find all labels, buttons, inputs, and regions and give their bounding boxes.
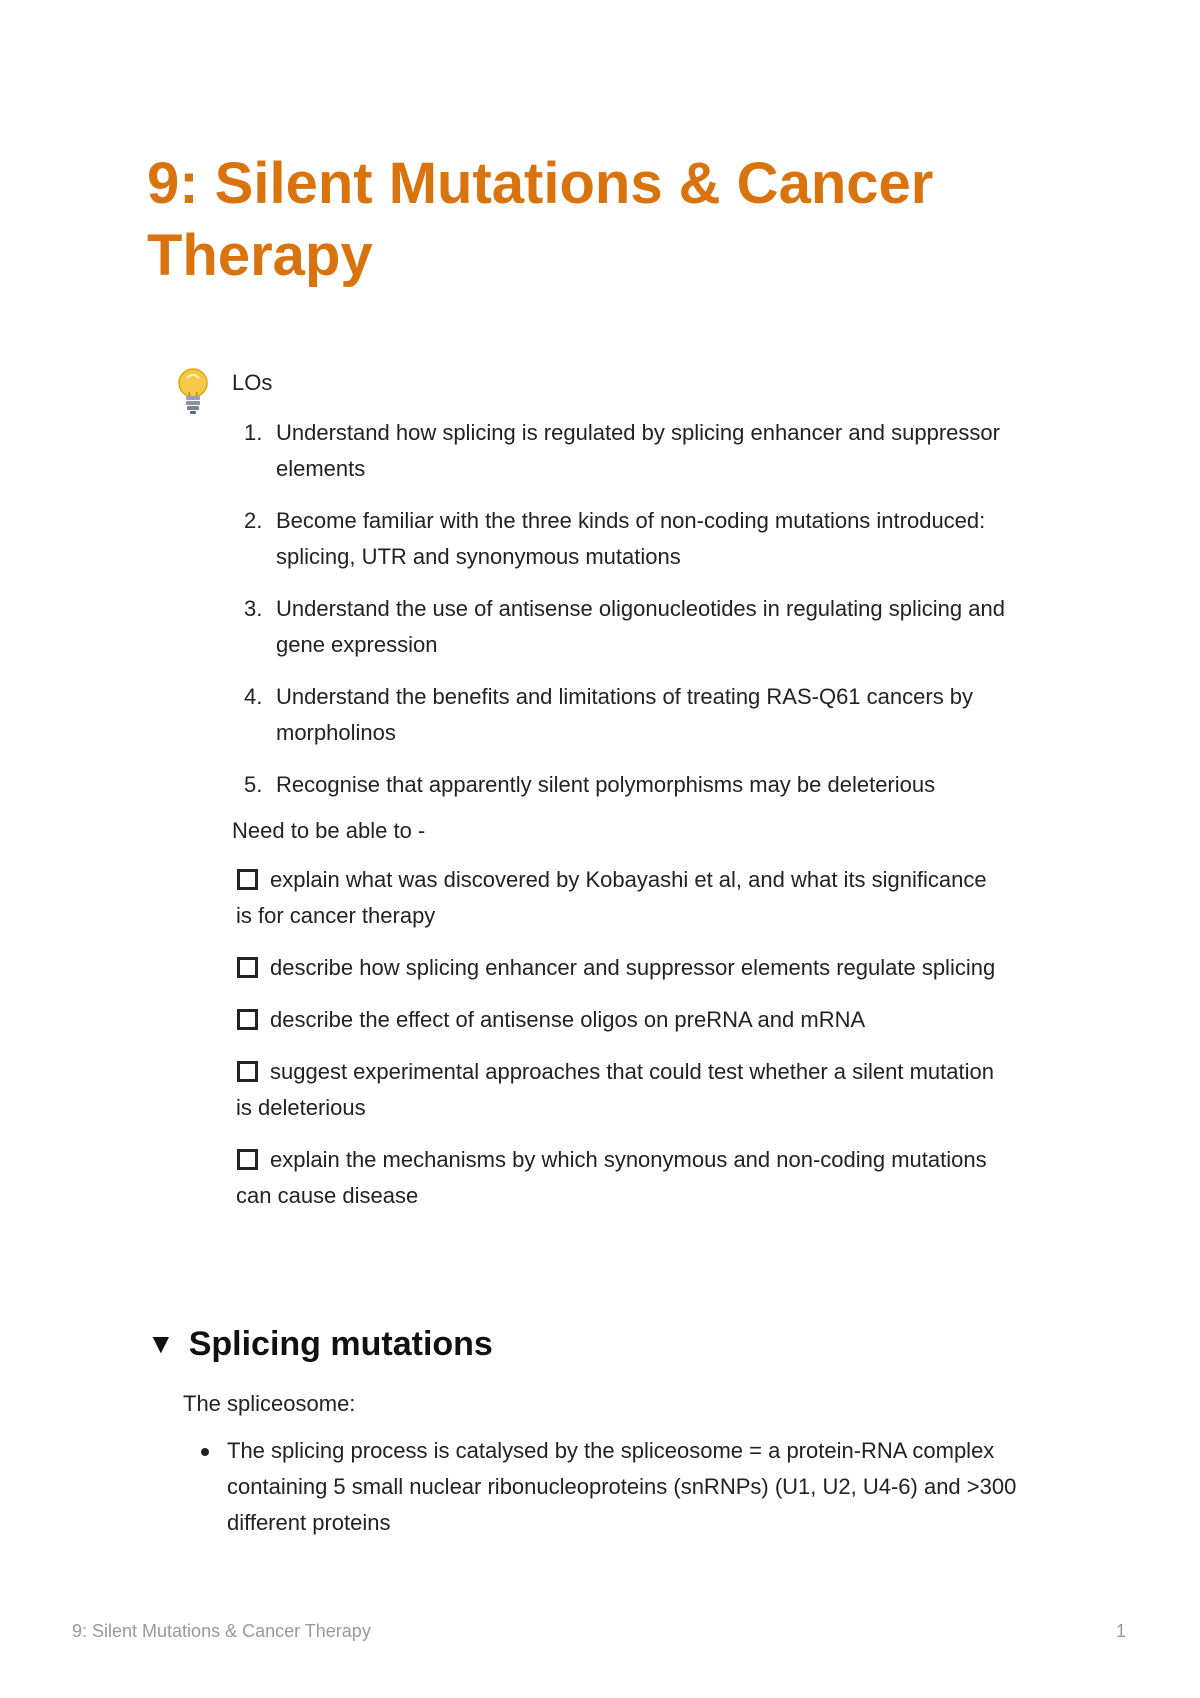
objective-number: 3. (244, 596, 263, 621)
objective-text: Understand the use of antisense oligonucleotides in regulating splicing and gene expression (276, 596, 1005, 657)
objective-number: 1. (244, 420, 263, 445)
todo-checkbox[interactable] (237, 1149, 258, 1170)
todo-checkbox[interactable] (237, 957, 258, 978)
todo-checkbox[interactable] (237, 1061, 258, 1082)
objective-item (232, 591, 1032, 663)
objective-item (232, 679, 1032, 751)
bullet-text: The splicing process is catalysed by the spliceosome = a protein-RNA complex containing 5 small nuclear ribonucleoproteins (snRNPs) (U1, U2, U4-6) and >300 different proteins (227, 1438, 1017, 1535)
objective-text: Become familiar with the three kinds of non-coding mutations introduced: splicing, UTR and synonymous mutations (276, 508, 986, 569)
todo-text: suggest experimental approaches that could test whether a silent mutation is deleterious (236, 1059, 994, 1120)
todo-text: describe the effect of antisense oligos on preRNA and mRNA (270, 1007, 866, 1032)
toggle-heading-splicing[interactable] (147, 1320, 1047, 1368)
bullet-list (183, 1433, 1043, 1541)
objective-number: 2. (244, 508, 263, 533)
todo-list (236, 862, 996, 1230)
objective-text: Understand how splicing is regulated by splicing enhancer and suppressor elements (276, 420, 1000, 481)
bullet-dot-icon (201, 1448, 209, 1456)
toggle-triangle-icon[interactable]: ▼ (147, 1328, 175, 1359)
los-heading: LOs (232, 370, 273, 395)
todo-checkbox[interactable] (237, 1009, 258, 1030)
objective-text: Recognise that apparently silent polymorphisms may be deleterious (276, 772, 936, 797)
todo-checkbox[interactable] (237, 869, 258, 890)
section-subheading: The spliceosome: (183, 1391, 356, 1416)
objective-number: 5. (244, 772, 263, 797)
objective-item (232, 767, 1032, 803)
objective-text: Understand the benefits and limitations of treating RAS-Q61 cancers by morpholinos (276, 684, 974, 745)
objectives-list (232, 415, 1032, 819)
page-title: 9: Silent Mutations & Cancer Therapy (147, 151, 934, 288)
objective-item (232, 415, 1032, 487)
todo-item (236, 1054, 996, 1126)
bullet-item (183, 1433, 1043, 1541)
objective-item (232, 503, 1032, 575)
todo-text: describe how splicing enhancer and suppressor elements regulate splicing (270, 955, 996, 980)
lightbulb-icon (170, 366, 216, 416)
todo-item (236, 1002, 996, 1038)
todo-item (236, 1142, 996, 1214)
footer-title: 9: Silent Mutations & Cancer Therapy (72, 1621, 371, 1641)
todo-item (236, 862, 996, 934)
objective-number: 4. (244, 684, 263, 709)
page-number: 1 (1115, 1621, 1126, 1641)
need-label: Need to be able to - (232, 818, 426, 843)
todo-item (236, 950, 996, 986)
todo-text: explain what was discovered by Kobayashi et al, and what its significance is for cancer therapy (236, 867, 987, 928)
section-heading: Splicing mutations (188, 1325, 493, 1363)
todo-text: explain the mechanisms by which synonymous and non-coding mutations can cause disease (236, 1147, 987, 1208)
